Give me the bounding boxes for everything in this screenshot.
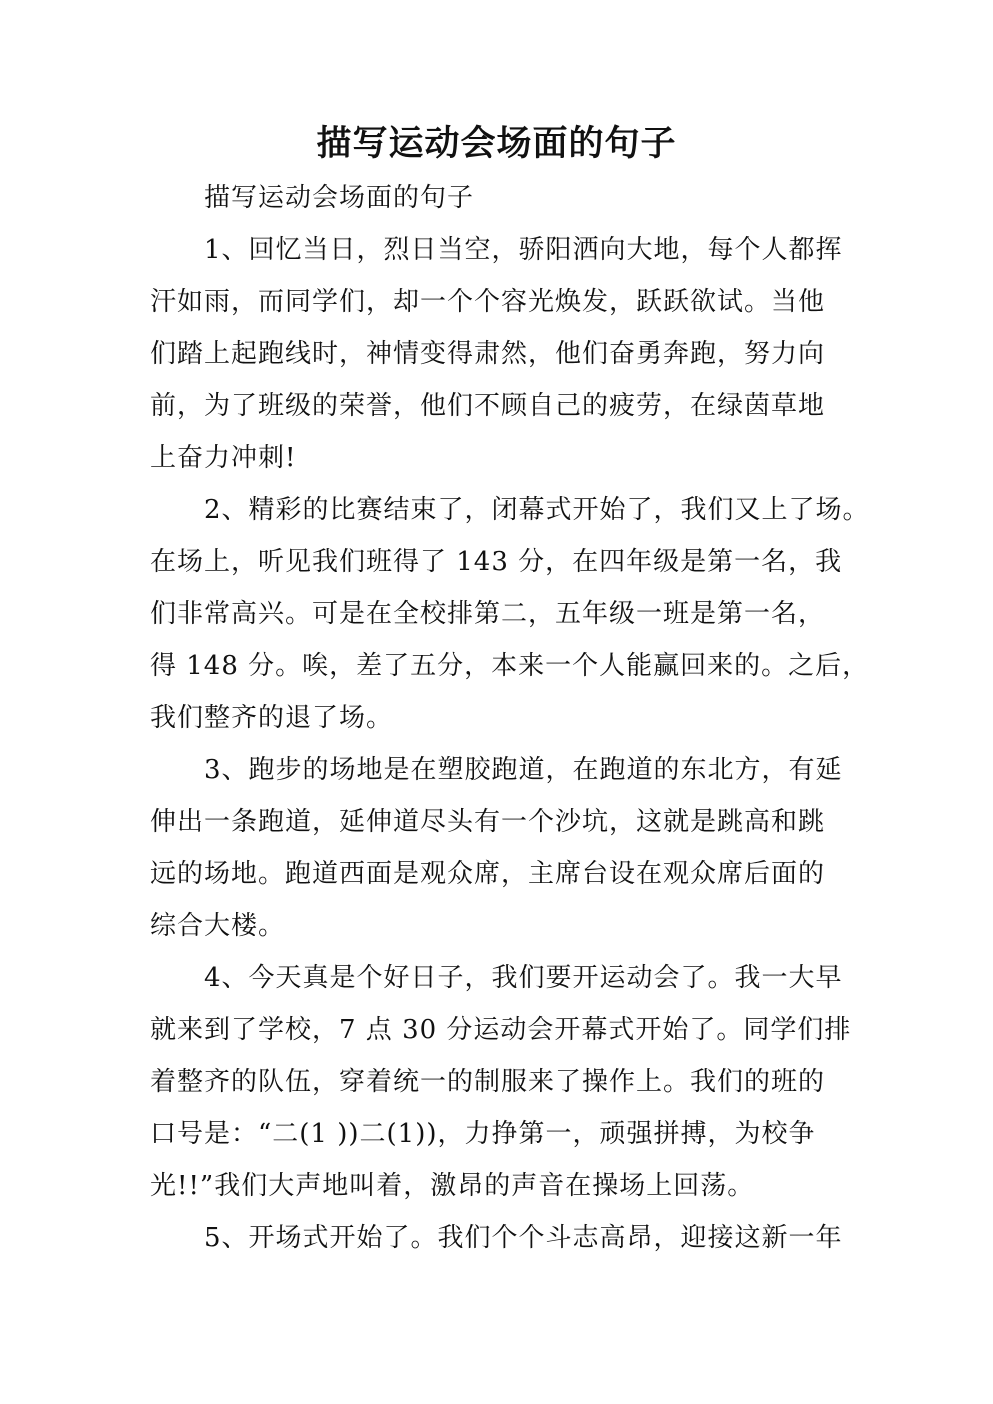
text-line: 伸出一条跑道，延伸道尽头有一个沙坑，这就是跳高和跳 [150,807,826,837]
text-line: 描写运动会场面的句子 [204,183,475,213]
paragraph-3 [150,744,850,952]
paragraph-1 [150,224,850,484]
paragraph-4 [150,952,850,1212]
text-line: 就来到了学校，7 点 30 分运动会开幕式开始了。同学们排 [150,1015,852,1045]
text-line: 汗如雨，而同学们，却一个个容光焕发，跃跃欲试。当他 [150,287,826,317]
paragraph-5 [150,1212,850,1264]
text-line: 前，为了班级的荣誉，他们不顾自己的疲劳，在绿茵草地 [150,391,826,421]
document-body [150,172,870,1264]
text-line: 我们整齐的退了场。 [150,703,394,733]
text-line: 得 148 分。唉，差了五分，本来一个人能赢回来的。之后， [150,651,870,681]
text-line: 3、跑步的场地是在塑胶跑道，在跑道的东北方，有延 [204,755,843,785]
text-line: 们踏上起跑线时，神情变得肃然，他们奋勇奔跑，努力向 [150,339,826,369]
text-line: 2、精彩的比赛结束了，闭幕式开始了，我们又上了场。 [204,495,870,525]
text-line: 们非常高兴。可是在全校排第二，五年级一班是第一名， [150,599,826,629]
text-line: 远的场地。跑道西面是观众席，主席台设在观众席后面的 [150,859,826,889]
text-line: 综合大楼。 [150,911,286,941]
text-line: 1、回忆当日，烈日当空，骄阳洒向大地，每个人都挥 [204,235,843,265]
text-line: 4、今天真是个好日子，我们要开运动会了。我一大早 [204,963,843,993]
text-line: 光!!”我们大声地叫着，激昂的声音在操场上回荡。 [150,1171,755,1201]
subtitle-paragraph [150,172,850,224]
text-line: 在场上，听见我们班得了 143 分，在四年级是第一名，我 [150,547,843,577]
text-line: 口号是：“二(1 ))二(1))，力挣第一，顽强拼搏，为校争 [150,1119,816,1149]
document-title: 描写运动会场面的句子 [316,124,677,164]
text-line: 上奋力冲刺! [150,443,297,473]
text-line: 着整齐的队伍，穿着统一的制服来了操作上。我们的班的 [150,1067,826,1097]
paragraph-2 [150,484,870,744]
text-line: 5、开场式开始了。我们个个斗志高昂，迎接这新一年 [204,1223,843,1253]
